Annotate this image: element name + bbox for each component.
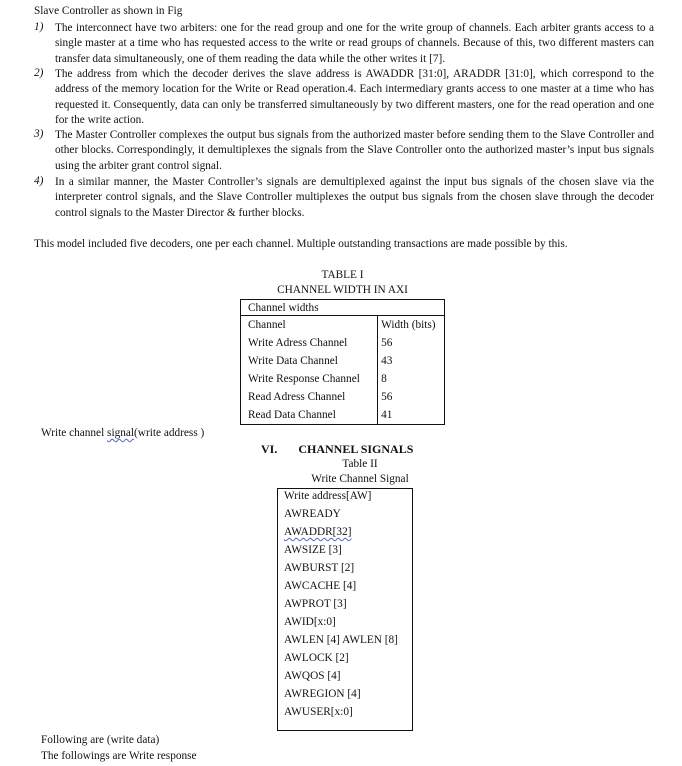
table2-title: Write Channel Signal (311, 473, 409, 485)
table-header-cell: Width (bits) (378, 316, 445, 335)
table1-label: TABLE I (321, 269, 364, 281)
table-cell: 41 (378, 406, 445, 425)
table-cell: 56 (378, 388, 445, 406)
document-heading: Slave Controller as shown in Fig (34, 5, 183, 17)
table2-label: Table II (342, 458, 378, 470)
footer-line: Following are (write data) (41, 734, 160, 746)
table1-caption: Channel widths (241, 300, 445, 316)
list-text: The Master Controller complexes the output bus signals from the authorized master before sending them to the Slave Controller and other blocks. Correspondingly, it demultiplexes the signals from the Slave Controller onto the authorized master’s input bus signals using the arbiter grant control signal. (55, 129, 654, 172)
table1-title: CHANNEL WIDTH IN AXI (277, 284, 408, 296)
signal-item: AWPROT [3] (284, 598, 347, 610)
table-row (241, 316, 445, 335)
table-cell: Write Response Channel (248, 373, 360, 385)
table-row (241, 334, 445, 352)
signal-item: AWLEN [4] AWLEN [8] (284, 634, 398, 646)
table-row (241, 370, 445, 388)
signal-flagged-word: AWADDR[32] (284, 526, 352, 538)
list-number: 4) (34, 175, 44, 187)
list-number: 3) (34, 128, 44, 140)
signal-item: AWREGION [4] (284, 688, 361, 700)
list-text: The address from which the decoder derives the slave address is AWADDR [31:0], ARADDR [31:0], which correspond to the address of the memory location for the Write or Read operation.4. Each intermediary grants access to one master at a time who has requested it. Consequently, data can only be transferred simultaneously by two different masters, one for the read operation and one for the write action. (55, 68, 654, 127)
list-text: The interconnect have two arbiters: one for the read group and one for the write group of channels. Each arbiter grants access to a single master at a time who has requested access to the write or read groups of channels. Because of this, two different masters can transfer data simultaneously, one of them reading the data while the other writes it [7]. (55, 22, 654, 65)
list-number: 1) (34, 21, 44, 33)
table-row (241, 352, 445, 370)
table-cell: Write Data Channel (248, 355, 338, 367)
table2-header: Write address[AW] (284, 490, 372, 502)
write-channel-signal-table (277, 488, 413, 731)
table-cell: Write Adress Channel (248, 337, 348, 349)
list-item (34, 67, 654, 129)
channel-width-table (240, 299, 445, 425)
side-note-flagged-word: signal (107, 427, 135, 439)
table-cell: Read Data Channel (248, 409, 336, 421)
signal-item: AWID[x:0] (284, 616, 336, 628)
section-number: VI. (261, 442, 278, 456)
table-header-cell: Channel (248, 319, 286, 331)
signal-item: AWUSER[x:0] (284, 706, 353, 718)
list-number: 2) (34, 67, 44, 79)
summary-paragraph: This model included five decoders, one per each channel. Multiple outstanding transactions are made possible by this. (34, 238, 568, 250)
table-cell: 56 (378, 334, 445, 352)
side-note (41, 426, 204, 441)
side-note-text: Write channel (41, 427, 108, 439)
signal-item: AWREADY (284, 508, 341, 520)
table-cell: 8 (378, 370, 445, 388)
table-row (241, 406, 445, 425)
list-item (34, 128, 654, 174)
side-note-text: (write address ) (134, 427, 205, 439)
signal-item (284, 526, 352, 538)
section-title: CHANNEL SIGNALS (298, 442, 414, 456)
signal-item: AWCACHE [4] (284, 580, 357, 592)
signal-item: AWSIZE [3] (284, 544, 342, 556)
signal-item: AWLOCK [2] (284, 652, 349, 664)
signal-item: AWBURST [2] (284, 562, 355, 574)
footer-line: The followings are Write response (41, 750, 197, 762)
table-row (241, 388, 445, 406)
table-cell: Read Adress Channel (248, 391, 346, 403)
signal-item: AWQOS [4] (284, 670, 341, 682)
table-cell: 43 (378, 352, 445, 370)
section-heading (261, 442, 413, 457)
list-item (34, 175, 654, 221)
list-text: In a similar manner, the Master Controller’s signals are demultiplexed against the input bus signals of the chosen slave via the interpreter control signals, and the Slave Controller multiplexes the output bus signals from the chosen slave through the decoder control signals to the Master Director & further blocks. (55, 176, 654, 219)
